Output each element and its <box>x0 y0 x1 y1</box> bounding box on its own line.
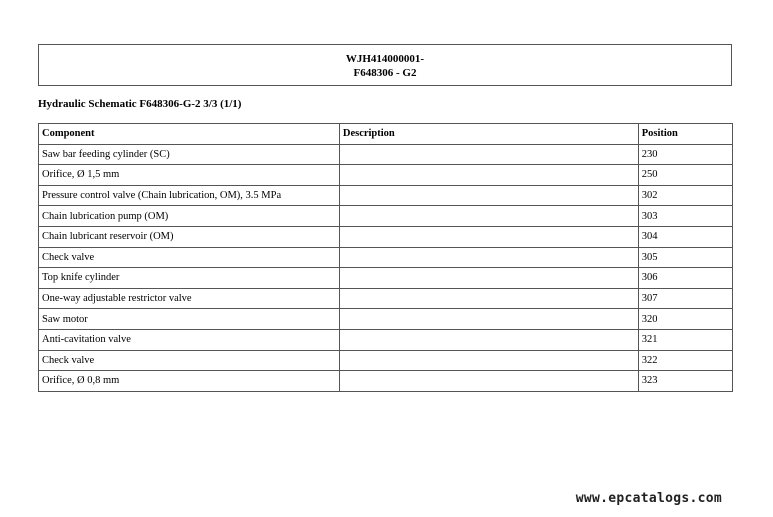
component-cell: Chain lubrication pump (OM) <box>39 206 340 227</box>
position-cell: 303 <box>638 206 732 227</box>
description-cell <box>339 185 638 206</box>
description-cell <box>339 144 638 165</box>
table-header-row <box>39 124 733 145</box>
table-row <box>39 371 733 392</box>
description-cell <box>339 247 638 268</box>
watermark-url: www.epcatalogs.com <box>575 491 722 506</box>
table-row <box>39 144 733 165</box>
table-row <box>39 350 733 371</box>
column-header-description: Description <box>339 124 638 145</box>
position-cell: 306 <box>638 268 732 289</box>
position-cell: 304 <box>638 226 732 247</box>
table-row <box>39 309 733 330</box>
table-row <box>39 185 733 206</box>
description-cell <box>339 350 638 371</box>
description-cell <box>339 226 638 247</box>
component-cell: Saw motor <box>39 309 340 330</box>
column-header-position: Position <box>638 124 732 145</box>
description-cell <box>339 206 638 227</box>
description-cell <box>339 371 638 392</box>
description-cell <box>339 288 638 309</box>
components-table <box>38 123 733 392</box>
position-cell: 307 <box>638 288 732 309</box>
position-cell: 320 <box>638 309 732 330</box>
component-cell: Anti-cavitation valve <box>39 329 340 350</box>
position-cell: 305 <box>638 247 732 268</box>
table-row <box>39 247 733 268</box>
description-cell <box>339 309 638 330</box>
component-cell: Saw bar feeding cylinder (SC) <box>39 144 340 165</box>
header-line-2: F648306 - G2 <box>353 67 417 79</box>
component-cell: Top knife cylinder <box>39 268 340 289</box>
table-row <box>39 288 733 309</box>
table-row <box>39 165 733 186</box>
description-cell <box>339 165 638 186</box>
header-line-1: WJH414000001- <box>345 53 425 65</box>
table-row <box>39 206 733 227</box>
component-cell: Orifice, Ø 1,5 mm <box>39 165 340 186</box>
section-title: Hydraulic Schematic F648306-G-2 3/3 (1/1) <box>38 98 242 110</box>
position-cell: 250 <box>638 165 732 186</box>
component-cell: Chain lubricant reservoir (OM) <box>39 226 340 247</box>
description-cell <box>339 268 638 289</box>
document-header-box <box>38 44 732 86</box>
position-cell: 321 <box>638 329 732 350</box>
component-cell: Pressure control valve (Chain lubrication, OM), 3.5 MPa <box>39 185 340 206</box>
table-row <box>39 226 733 247</box>
component-cell: Orifice, Ø 0,8 mm <box>39 371 340 392</box>
position-cell: 302 <box>638 185 732 206</box>
component-cell: Check valve <box>39 350 340 371</box>
component-cell: Check valve <box>39 247 340 268</box>
column-header-component: Component <box>39 124 340 145</box>
component-cell: One-way adjustable restrictor valve <box>39 288 340 309</box>
description-cell <box>339 329 638 350</box>
position-cell: 323 <box>638 371 732 392</box>
position-cell: 322 <box>638 350 732 371</box>
position-cell: 230 <box>638 144 732 165</box>
table-row <box>39 268 733 289</box>
table-row <box>39 329 733 350</box>
